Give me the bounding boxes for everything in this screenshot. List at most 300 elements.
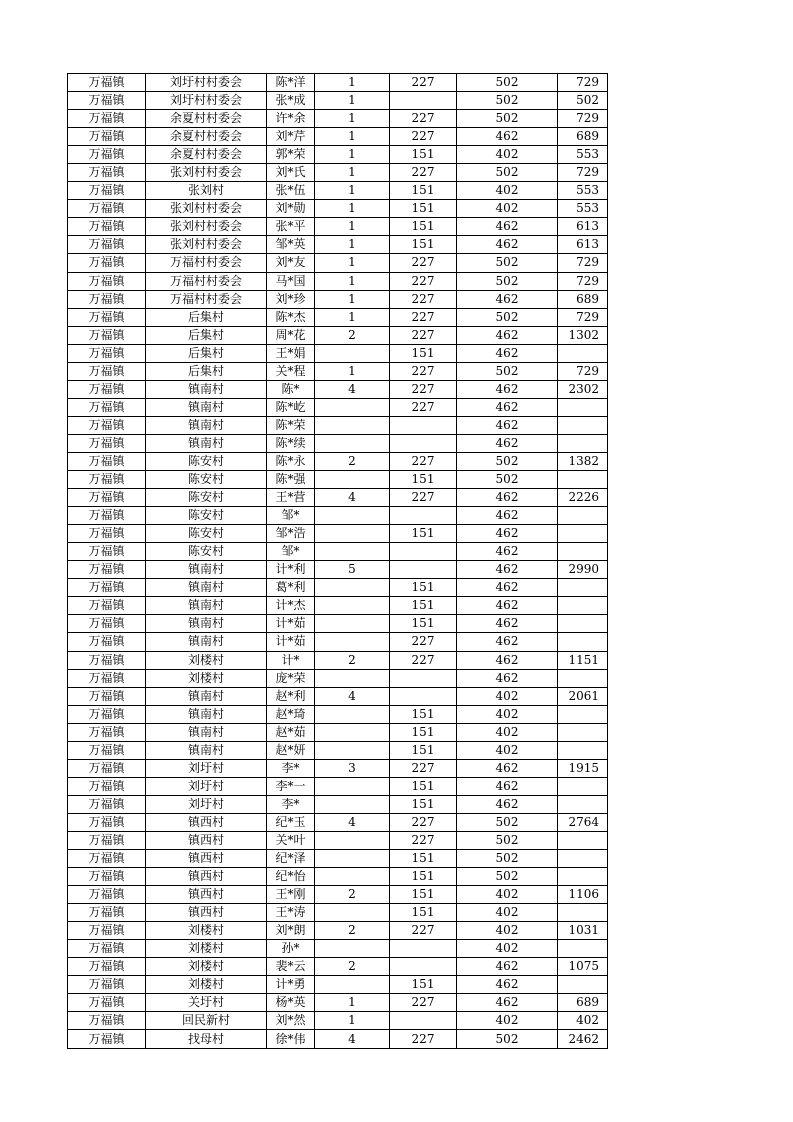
cell-village: 刘圩村 <box>146 777 267 795</box>
cell-village: 陈安村 <box>146 507 267 525</box>
cell-name: 赵*利 <box>267 687 315 705</box>
table-row <box>68 398 608 416</box>
cell-subsidy-a: 151 <box>390 886 457 904</box>
cell-name: 王*刚 <box>267 886 315 904</box>
cell-name: 王*娟 <box>267 344 315 362</box>
table-row <box>68 452 608 470</box>
cell-town: 万福镇 <box>68 489 146 507</box>
cell-household-count: 1 <box>315 164 390 182</box>
cell-subsidy-b: 462 <box>457 507 558 525</box>
cell-village: 镇南村 <box>146 579 267 597</box>
cell-town: 万福镇 <box>68 633 146 651</box>
cell-village: 陈安村 <box>146 452 267 470</box>
table-row <box>68 362 608 380</box>
cell-subsidy-b: 402 <box>457 940 558 958</box>
table-row <box>68 308 608 326</box>
cell-household-count <box>315 344 390 362</box>
cell-total: 2302 <box>558 380 608 398</box>
cell-town: 万福镇 <box>68 380 146 398</box>
table-row <box>68 813 608 831</box>
cell-name: 王*涛 <box>267 904 315 922</box>
cell-name: 邹*浩 <box>267 525 315 543</box>
table-row <box>68 218 608 236</box>
cell-town: 万福镇 <box>68 344 146 362</box>
cell-subsidy-b: 502 <box>457 1030 558 1048</box>
cell-total <box>558 434 608 452</box>
cell-subsidy-b: 502 <box>457 452 558 470</box>
cell-town: 万福镇 <box>68 723 146 741</box>
cell-total: 689 <box>558 290 608 308</box>
cell-total <box>558 940 608 958</box>
cell-name: 徐*伟 <box>267 1030 315 1048</box>
cell-household-count <box>315 615 390 633</box>
table-row <box>68 290 608 308</box>
cell-subsidy-b: 462 <box>457 976 558 994</box>
cell-name: 陈*洋 <box>267 74 315 92</box>
cell-name: 纪*玉 <box>267 813 315 831</box>
cell-subsidy-b: 462 <box>457 218 558 236</box>
cell-subsidy-b: 462 <box>457 416 558 434</box>
table-row <box>68 904 608 922</box>
cell-household-count: 4 <box>315 687 390 705</box>
cell-household-count <box>315 471 390 489</box>
cell-name: 王*营 <box>267 489 315 507</box>
cell-household-count: 1 <box>315 218 390 236</box>
cell-name: 郭*荣 <box>267 146 315 164</box>
cell-total: 1151 <box>558 651 608 669</box>
cell-town: 万福镇 <box>68 326 146 344</box>
cell-subsidy-a: 227 <box>390 489 457 507</box>
cell-name: 李*一 <box>267 777 315 795</box>
cell-household-count <box>315 723 390 741</box>
table-row <box>68 795 608 813</box>
cell-subsidy-a: 151 <box>390 597 457 615</box>
cell-total <box>558 777 608 795</box>
cell-village: 张刘村村委会 <box>146 164 267 182</box>
cell-subsidy-a <box>390 416 457 434</box>
cell-subsidy-a <box>390 669 457 687</box>
cell-village: 刘圩村村委会 <box>146 74 267 92</box>
cell-subsidy-b: 462 <box>457 994 558 1012</box>
cell-household-count: 5 <box>315 561 390 579</box>
cell-subsidy-b: 402 <box>457 705 558 723</box>
table-row <box>68 994 608 1012</box>
cell-village: 找母村 <box>146 1030 267 1048</box>
cell-subsidy-a: 227 <box>390 759 457 777</box>
cell-subsidy-a: 151 <box>390 200 457 218</box>
cell-subsidy-b: 502 <box>457 74 558 92</box>
cell-subsidy-b: 402 <box>457 886 558 904</box>
cell-name: 周*花 <box>267 326 315 344</box>
cell-total: 729 <box>558 272 608 290</box>
cell-subsidy-b: 402 <box>457 200 558 218</box>
cell-name: 张*平 <box>267 218 315 236</box>
cell-village: 关圩村 <box>146 994 267 1012</box>
table-row <box>68 777 608 795</box>
table-row <box>68 868 608 886</box>
cell-household-count: 1 <box>315 128 390 146</box>
cell-subsidy-a: 151 <box>390 146 457 164</box>
cell-household-count <box>315 507 390 525</box>
cell-name: 计*茹 <box>267 615 315 633</box>
cell-subsidy-a: 227 <box>390 831 457 849</box>
table-row <box>68 922 608 940</box>
cell-name: 关*程 <box>267 362 315 380</box>
cell-household-count <box>315 868 390 886</box>
cell-total: 402 <box>558 1012 608 1030</box>
cell-total <box>558 741 608 759</box>
cell-subsidy-b: 462 <box>457 633 558 651</box>
cell-name: 计*利 <box>267 561 315 579</box>
table-row <box>68 525 608 543</box>
cell-name: 陈*屹 <box>267 398 315 416</box>
cell-subsidy-a: 227 <box>390 254 457 272</box>
cell-subsidy-b: 462 <box>457 777 558 795</box>
cell-household-count <box>315 633 390 651</box>
cell-town: 万福镇 <box>68 868 146 886</box>
cell-village: 镇南村 <box>146 416 267 434</box>
cell-household-count <box>315 579 390 597</box>
cell-total: 2226 <box>558 489 608 507</box>
table-row <box>68 74 608 92</box>
cell-town: 万福镇 <box>68 525 146 543</box>
cell-total <box>558 344 608 362</box>
cell-total: 689 <box>558 128 608 146</box>
cell-subsidy-b: 462 <box>457 489 558 507</box>
cell-total: 502 <box>558 92 608 110</box>
cell-total: 1106 <box>558 886 608 904</box>
table-row <box>68 850 608 868</box>
cell-village: 后集村 <box>146 308 267 326</box>
cell-name: 刘*氏 <box>267 164 315 182</box>
table-row <box>68 164 608 182</box>
cell-subsidy-a: 227 <box>390 290 457 308</box>
table-row <box>68 128 608 146</box>
cell-town: 万福镇 <box>68 976 146 994</box>
cell-subsidy-b: 462 <box>457 958 558 976</box>
cell-total: 729 <box>558 110 608 128</box>
cell-household-count <box>315 831 390 849</box>
cell-subsidy-a <box>390 507 457 525</box>
cell-subsidy-a: 151 <box>390 579 457 597</box>
cell-subsidy-b: 462 <box>457 597 558 615</box>
cell-subsidy-a: 227 <box>390 326 457 344</box>
cell-town: 万福镇 <box>68 886 146 904</box>
cell-total: 2061 <box>558 687 608 705</box>
table-row <box>68 507 608 525</box>
cell-household-count: 1 <box>315 74 390 92</box>
cell-total: 729 <box>558 254 608 272</box>
cell-village: 陈安村 <box>146 525 267 543</box>
cell-subsidy-a: 151 <box>390 236 457 254</box>
cell-village: 刘楼村 <box>146 651 267 669</box>
cell-town: 万福镇 <box>68 507 146 525</box>
cell-subsidy-a: 227 <box>390 651 457 669</box>
cell-total: 2990 <box>558 561 608 579</box>
cell-total <box>558 705 608 723</box>
cell-name: 杨*英 <box>267 994 315 1012</box>
table-row <box>68 110 608 128</box>
cell-total <box>558 868 608 886</box>
table-row <box>68 1030 608 1048</box>
cell-village: 刘圩村 <box>146 795 267 813</box>
cell-name: 邹*英 <box>267 236 315 254</box>
cell-town: 万福镇 <box>68 741 146 759</box>
cell-name: 刘*朗 <box>267 922 315 940</box>
cell-subsidy-a: 227 <box>390 994 457 1012</box>
cell-name: 马*国 <box>267 272 315 290</box>
cell-household-count: 1 <box>315 308 390 326</box>
cell-name: 计*茹 <box>267 633 315 651</box>
cell-town: 万福镇 <box>68 615 146 633</box>
cell-household-count: 2 <box>315 886 390 904</box>
cell-household-count: 1 <box>315 236 390 254</box>
cell-subsidy-a: 151 <box>390 525 457 543</box>
table-row <box>68 958 608 976</box>
cell-town: 万福镇 <box>68 110 146 128</box>
cell-name: 许*余 <box>267 110 315 128</box>
cell-subsidy-a: 151 <box>390 904 457 922</box>
cell-total: 1031 <box>558 922 608 940</box>
cell-subsidy-a: 227 <box>390 128 457 146</box>
cell-total: 729 <box>558 308 608 326</box>
cell-name: 纪*泽 <box>267 850 315 868</box>
table-row <box>68 146 608 164</box>
cell-total: 613 <box>558 236 608 254</box>
cell-village: 余夏村村委会 <box>146 110 267 128</box>
cell-subsidy-b: 462 <box>457 236 558 254</box>
cell-total <box>558 633 608 651</box>
cell-name: 计* <box>267 651 315 669</box>
cell-name: 陈*强 <box>267 471 315 489</box>
cell-town: 万福镇 <box>68 1012 146 1030</box>
cell-village: 刘圩村 <box>146 759 267 777</box>
cell-total: 553 <box>558 182 608 200</box>
table-row <box>68 236 608 254</box>
cell-household-count: 1 <box>315 362 390 380</box>
cell-subsidy-b: 502 <box>457 868 558 886</box>
table-row <box>68 344 608 362</box>
cell-subsidy-b: 462 <box>457 579 558 597</box>
table-row <box>68 471 608 489</box>
cell-town: 万福镇 <box>68 254 146 272</box>
cell-town: 万福镇 <box>68 759 146 777</box>
cell-name: 张*伍 <box>267 182 315 200</box>
table-row <box>68 759 608 777</box>
cell-town: 万福镇 <box>68 994 146 1012</box>
cell-subsidy-a <box>390 1012 457 1030</box>
cell-household-count <box>315 705 390 723</box>
cell-town: 万福镇 <box>68 128 146 146</box>
cell-subsidy-a <box>390 940 457 958</box>
table-row <box>68 579 608 597</box>
cell-subsidy-a <box>390 434 457 452</box>
cell-subsidy-a: 151 <box>390 976 457 994</box>
cell-household-count: 1 <box>315 1012 390 1030</box>
cell-household-count <box>315 741 390 759</box>
cell-town: 万福镇 <box>68 200 146 218</box>
table-row <box>68 489 608 507</box>
cell-subsidy-b: 462 <box>457 128 558 146</box>
cell-village: 镇南村 <box>146 615 267 633</box>
cell-household-count <box>315 597 390 615</box>
cell-name: 刘*然 <box>267 1012 315 1030</box>
cell-subsidy-b: 462 <box>457 615 558 633</box>
table-body <box>68 74 608 1049</box>
cell-village: 镇西村 <box>146 886 267 904</box>
cell-total <box>558 579 608 597</box>
cell-name: 庞*荣 <box>267 669 315 687</box>
table-row <box>68 831 608 849</box>
cell-subsidy-b: 402 <box>457 723 558 741</box>
cell-household-count <box>315 416 390 434</box>
cell-household-count <box>315 543 390 561</box>
cell-town: 万福镇 <box>68 362 146 380</box>
cell-household-count: 1 <box>315 290 390 308</box>
cell-subsidy-b: 462 <box>457 561 558 579</box>
cell-total: 553 <box>558 146 608 164</box>
cell-household-count: 2 <box>315 452 390 470</box>
cell-town: 万福镇 <box>68 236 146 254</box>
cell-village: 镇西村 <box>146 850 267 868</box>
cell-subsidy-b: 462 <box>457 326 558 344</box>
cell-subsidy-a: 227 <box>390 1030 457 1048</box>
cell-household-count: 1 <box>315 92 390 110</box>
cell-household-count: 4 <box>315 1030 390 1048</box>
cell-subsidy-b: 502 <box>457 164 558 182</box>
cell-village: 镇南村 <box>146 633 267 651</box>
cell-total <box>558 507 608 525</box>
cell-name: 赵*妍 <box>267 741 315 759</box>
cell-town: 万福镇 <box>68 471 146 489</box>
cell-subsidy-a: 151 <box>390 723 457 741</box>
cell-household-count: 1 <box>315 200 390 218</box>
cell-name: 李* <box>267 795 315 813</box>
cell-subsidy-b: 462 <box>457 380 558 398</box>
cell-total: 1075 <box>558 958 608 976</box>
cell-village: 陈安村 <box>146 471 267 489</box>
cell-town: 万福镇 <box>68 813 146 831</box>
cell-subsidy-b: 502 <box>457 92 558 110</box>
cell-total: 2764 <box>558 813 608 831</box>
cell-household-count <box>315 940 390 958</box>
cell-town: 万福镇 <box>68 904 146 922</box>
table-row <box>68 254 608 272</box>
cell-subsidy-b: 462 <box>457 795 558 813</box>
cell-name: 关*叶 <box>267 831 315 849</box>
cell-town: 万福镇 <box>68 452 146 470</box>
cell-household-count: 1 <box>315 254 390 272</box>
table-row <box>68 705 608 723</box>
cell-total <box>558 615 608 633</box>
cell-subsidy-a: 151 <box>390 471 457 489</box>
cell-subsidy-a <box>390 561 457 579</box>
cell-total <box>558 597 608 615</box>
cell-village: 镇南村 <box>146 561 267 579</box>
cell-town: 万福镇 <box>68 398 146 416</box>
cell-village: 镇南村 <box>146 687 267 705</box>
cell-total: 689 <box>558 994 608 1012</box>
cell-town: 万福镇 <box>68 831 146 849</box>
cell-subsidy-b: 502 <box>457 850 558 868</box>
cell-total: 729 <box>558 74 608 92</box>
table-row <box>68 434 608 452</box>
cell-subsidy-b: 402 <box>457 687 558 705</box>
table-row <box>68 326 608 344</box>
cell-subsidy-a: 151 <box>390 795 457 813</box>
cell-household-count: 2 <box>315 651 390 669</box>
cell-name: 陈*杰 <box>267 308 315 326</box>
cell-village: 刘楼村 <box>146 940 267 958</box>
cell-name: 葛*利 <box>267 579 315 597</box>
cell-name: 赵*琦 <box>267 705 315 723</box>
cell-household-count <box>315 904 390 922</box>
cell-town: 万福镇 <box>68 579 146 597</box>
cell-household-count: 4 <box>315 813 390 831</box>
table-row <box>68 940 608 958</box>
cell-total <box>558 669 608 687</box>
cell-village: 万福村村委会 <box>146 290 267 308</box>
cell-subsidy-a: 151 <box>390 850 457 868</box>
cell-village: 后集村 <box>146 362 267 380</box>
table-row <box>68 669 608 687</box>
table-row <box>68 416 608 434</box>
cell-subsidy-b: 462 <box>457 290 558 308</box>
cell-household-count <box>315 976 390 994</box>
cell-name: 邹* <box>267 507 315 525</box>
cell-subsidy-a: 151 <box>390 741 457 759</box>
cell-household-count: 1 <box>315 110 390 128</box>
cell-subsidy-b: 462 <box>457 525 558 543</box>
cell-name: 计*勇 <box>267 976 315 994</box>
cell-town: 万福镇 <box>68 218 146 236</box>
cell-town: 万福镇 <box>68 597 146 615</box>
cell-subsidy-b: 502 <box>457 813 558 831</box>
cell-subsidy-a: 227 <box>390 452 457 470</box>
cell-village: 镇西村 <box>146 904 267 922</box>
table-row <box>68 182 608 200</box>
cell-subsidy-a: 227 <box>390 813 457 831</box>
cell-subsidy-a <box>390 92 457 110</box>
cell-town: 万福镇 <box>68 922 146 940</box>
cell-town: 万福镇 <box>68 543 146 561</box>
cell-town: 万福镇 <box>68 958 146 976</box>
cell-total <box>558 976 608 994</box>
cell-subsidy-a: 227 <box>390 74 457 92</box>
cell-name: 纪*怡 <box>267 868 315 886</box>
cell-village: 万福村村委会 <box>146 254 267 272</box>
cell-subsidy-b: 502 <box>457 471 558 489</box>
table-row <box>68 272 608 290</box>
cell-subsidy-a <box>390 958 457 976</box>
cell-town: 万福镇 <box>68 1030 146 1048</box>
cell-subsidy-b: 462 <box>457 651 558 669</box>
cell-subsidy-a: 227 <box>390 308 457 326</box>
cell-town: 万福镇 <box>68 74 146 92</box>
cell-subsidy-b: 402 <box>457 182 558 200</box>
cell-subsidy-b: 462 <box>457 344 558 362</box>
cell-village: 镇南村 <box>146 597 267 615</box>
cell-total: 1302 <box>558 326 608 344</box>
cell-name: 刘*珍 <box>267 290 315 308</box>
cell-subsidy-b: 402 <box>457 146 558 164</box>
cell-name: 李* <box>267 759 315 777</box>
table-row <box>68 380 608 398</box>
cell-name: 孙* <box>267 940 315 958</box>
cell-subsidy-b: 462 <box>457 398 558 416</box>
cell-village: 镇西村 <box>146 868 267 886</box>
cell-village: 刘楼村 <box>146 958 267 976</box>
